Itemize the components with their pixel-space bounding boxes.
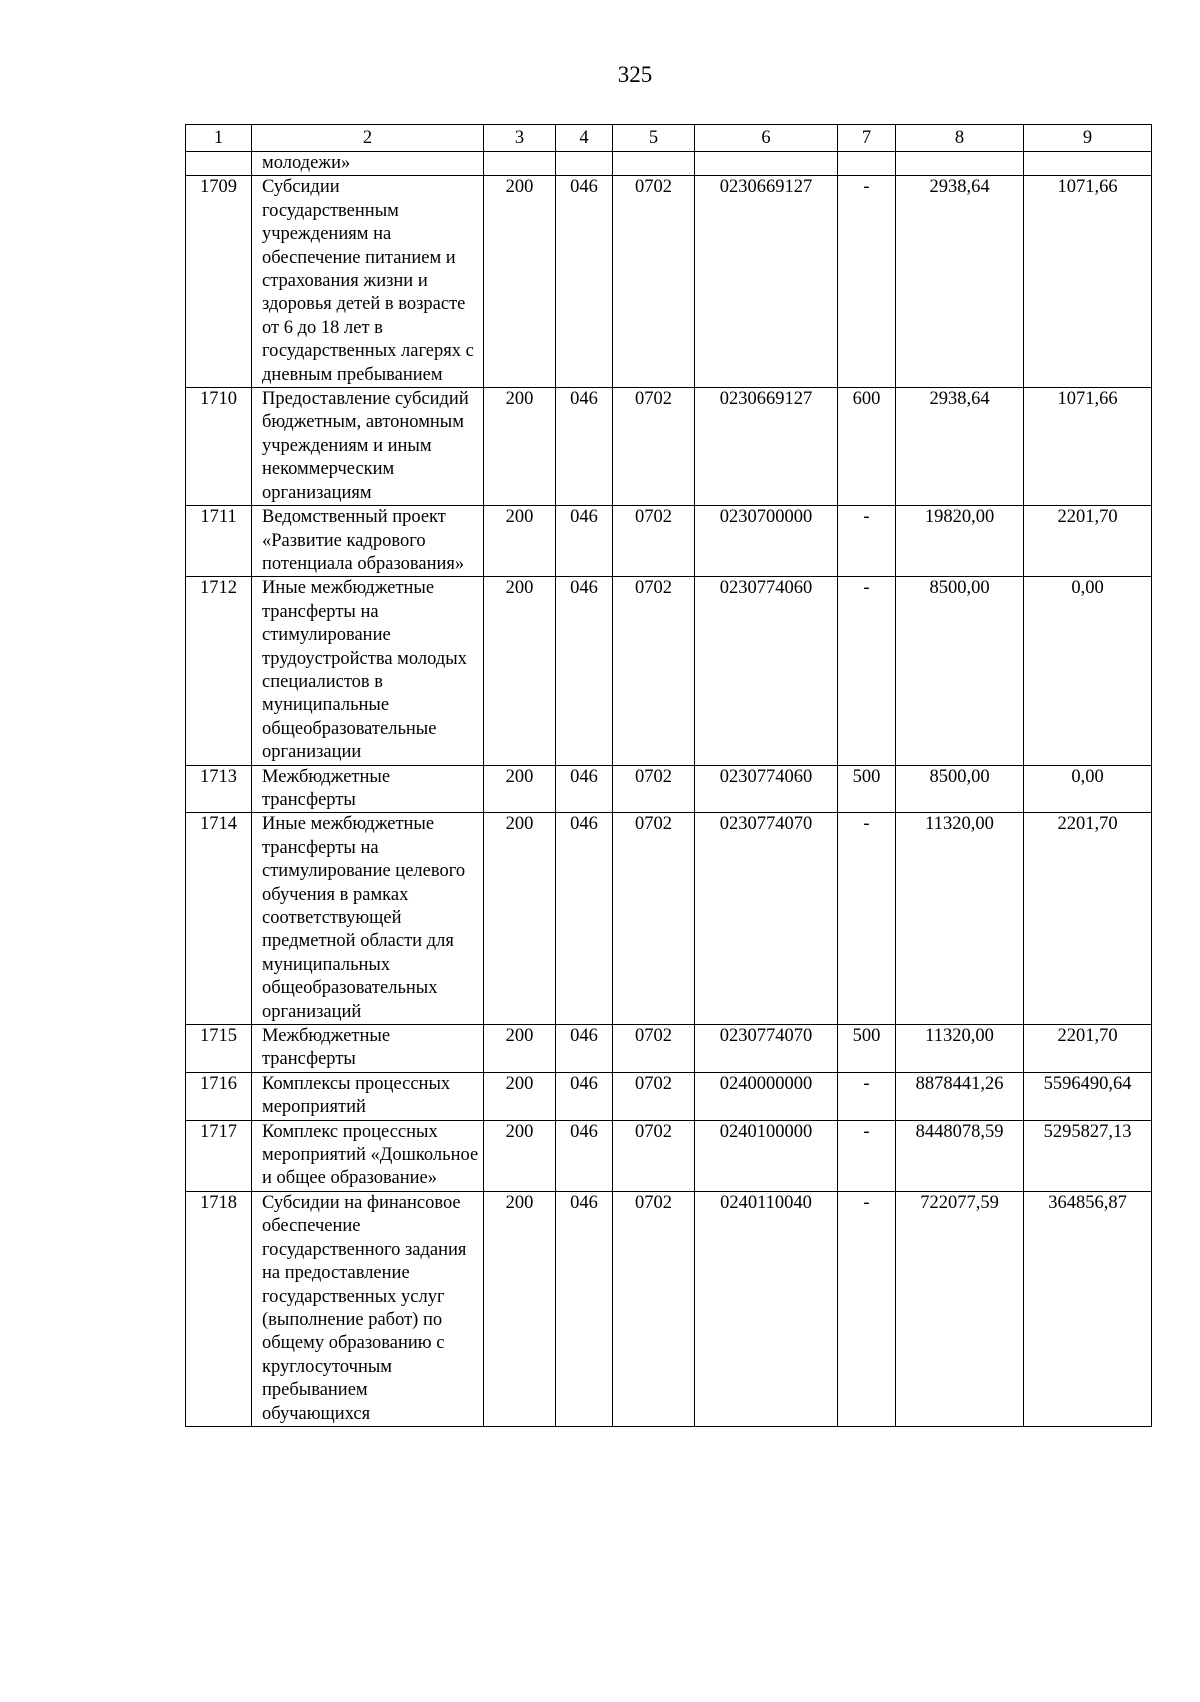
col4-cell: 046 — [556, 765, 613, 813]
col4-cell: 046 — [556, 813, 613, 1025]
col5-cell: 0702 — [613, 765, 695, 813]
col7-cell: - — [838, 1120, 896, 1191]
col7-cell: - — [838, 506, 896, 577]
col5-cell: 0702 — [613, 388, 695, 506]
col6-cell: 0230700000 — [695, 506, 838, 577]
col9-amount-cell: 5295827,13 — [1024, 1120, 1152, 1191]
col7-cell: - — [838, 813, 896, 1025]
header-cell: 7 — [838, 125, 896, 152]
col6-cell: 0230774070 — [695, 813, 838, 1025]
header-row — [186, 125, 1152, 152]
col4-cell: 046 — [556, 176, 613, 388]
table-row — [186, 813, 1152, 1025]
col4-cell: 046 — [556, 1120, 613, 1191]
col6-cell: 0240000000 — [695, 1072, 838, 1120]
col8-amount-cell: 2938,64 — [896, 388, 1024, 506]
col4-cell: 046 — [556, 506, 613, 577]
col4-cell: 046 — [556, 577, 613, 765]
col9-amount-cell: 2201,70 — [1024, 506, 1152, 577]
row-number-cell: 1711 — [186, 506, 252, 577]
col6-cell: 0240110040 — [695, 1191, 838, 1426]
col5-cell: 0702 — [613, 176, 695, 388]
col3-cell: 200 — [484, 577, 556, 765]
header-cell: 6 — [695, 125, 838, 152]
empty-cell — [556, 152, 613, 176]
col3-cell: 200 — [484, 1120, 556, 1191]
row-number-cell: 1710 — [186, 388, 252, 506]
header-cell: 8 — [896, 125, 1024, 152]
col3-cell: 200 — [484, 176, 556, 388]
empty-cell — [484, 152, 556, 176]
empty-cell — [896, 152, 1024, 176]
col3-cell: 200 — [484, 506, 556, 577]
col6-cell: 0230669127 — [695, 176, 838, 388]
col8-amount-cell: 8878441,26 — [896, 1072, 1024, 1120]
col8-amount-cell: 8500,00 — [896, 765, 1024, 813]
col5-cell: 0702 — [613, 1120, 695, 1191]
row-number-cell: 1713 — [186, 765, 252, 813]
row-name-cell: Иные межбюджетные трансферты на стимулирование трудоустройства молодых специалистов в муниципальные общеобразовательные организации — [252, 577, 484, 765]
row-name-cell: Предоставление субсидий бюджетным, автономным учреждениям и иным некоммерческим организациям — [252, 388, 484, 506]
col8-amount-cell: 11320,00 — [896, 813, 1024, 1025]
col7-cell: 500 — [838, 1025, 896, 1073]
table-row — [186, 1025, 1152, 1073]
col6-cell: 0230774060 — [695, 577, 838, 765]
col7-cell: 600 — [838, 388, 896, 506]
row-name-cell: Ведомственный проект «Развитие кадрового потенциала образования» — [252, 506, 484, 577]
col9-amount-cell: 0,00 — [1024, 765, 1152, 813]
col8-amount-cell: 722077,59 — [896, 1191, 1024, 1426]
page-number: 325 — [617, 62, 653, 87]
row-number-cell: 1709 — [186, 176, 252, 388]
table-row — [186, 506, 1152, 577]
row-number-cell: 1712 — [186, 577, 252, 765]
table-row — [186, 1191, 1152, 1426]
col7-cell: - — [838, 176, 896, 388]
table-row — [186, 765, 1152, 813]
row-number-cell: 1716 — [186, 1072, 252, 1120]
empty-cell — [1024, 152, 1152, 176]
col5-cell: 0702 — [613, 1191, 695, 1426]
col9-amount-cell: 0,00 — [1024, 577, 1152, 765]
col5-cell: 0702 — [613, 1072, 695, 1120]
table-body — [186, 152, 1152, 1427]
table-row — [186, 1120, 1152, 1191]
col3-cell: 200 — [484, 1025, 556, 1073]
col4-cell: 046 — [556, 1025, 613, 1073]
row-name-cell: Комплекс процессных мероприятий «Дошкольное и общее образование» — [252, 1120, 484, 1191]
col9-amount-cell: 5596490,64 — [1024, 1072, 1152, 1120]
row-name-cell: Межбюджетные трансферты — [252, 1025, 484, 1073]
row-name-cell: Субсидии государственным учреждениям на обеспечение питанием и страхования жизни и здоровья детей в возрасте от 6 до 18 лет в государственных лагерях с дневным пребыванием — [252, 176, 484, 388]
col5-cell: 0702 — [613, 577, 695, 765]
col4-cell: 046 — [556, 1072, 613, 1120]
col8-amount-cell: 8448078,59 — [896, 1120, 1024, 1191]
col5-cell: 0702 — [613, 506, 695, 577]
row-number-cell: 1715 — [186, 1025, 252, 1073]
col8-amount-cell: 8500,00 — [896, 577, 1024, 765]
col7-cell: - — [838, 1191, 896, 1426]
col9-amount-cell: 1071,66 — [1024, 176, 1152, 388]
col9-amount-cell: 1071,66 — [1024, 388, 1152, 506]
empty-cell — [695, 152, 838, 176]
header-cell: 5 — [613, 125, 695, 152]
col6-cell: 0230774070 — [695, 1025, 838, 1073]
row-name-cell: Комплексы процессных мероприятий — [252, 1072, 484, 1120]
table-row — [186, 577, 1152, 765]
header-cell: 9 — [1024, 125, 1152, 152]
col9-amount-cell: 2201,70 — [1024, 813, 1152, 1025]
col3-cell: 200 — [484, 813, 556, 1025]
table-row — [186, 388, 1152, 506]
header-cell: 2 — [252, 125, 484, 152]
col9-amount-cell: 2201,70 — [1024, 1025, 1152, 1073]
col4-cell: 046 — [556, 1191, 613, 1426]
row-name-cell: Субсидии на финансовое обеспечение государственного задания на предоставление государственных услуг (выполнение работ) по общему образованию с круглосуточным пребыванием обучающихся — [252, 1191, 484, 1426]
row-number-cell — [186, 152, 252, 176]
header-cell: 1 — [186, 125, 252, 152]
empty-cell — [838, 152, 896, 176]
row-number-cell: 1714 — [186, 813, 252, 1025]
col8-amount-cell: 11320,00 — [896, 1025, 1024, 1073]
row-number-cell: 1718 — [186, 1191, 252, 1426]
col3-cell: 200 — [484, 388, 556, 506]
col4-cell: 046 — [556, 388, 613, 506]
header-cell: 3 — [484, 125, 556, 152]
col7-cell: - — [838, 1072, 896, 1120]
col6-cell: 0240100000 — [695, 1120, 838, 1191]
table-row — [186, 1072, 1152, 1120]
col7-cell: 500 — [838, 765, 896, 813]
col5-cell: 0702 — [613, 813, 695, 1025]
col6-cell: 0230669127 — [695, 388, 838, 506]
col3-cell: 200 — [484, 1191, 556, 1426]
col5-cell: 0702 — [613, 1025, 695, 1073]
row-name-cell: молодежи» — [252, 152, 484, 176]
row-number-cell: 1717 — [186, 1120, 252, 1191]
col8-amount-cell: 19820,00 — [896, 506, 1024, 577]
table-row — [186, 176, 1152, 388]
header-cell: 4 — [556, 125, 613, 152]
budget-table — [185, 124, 1152, 1427]
row-name-cell: Иные межбюджетные трансферты на стимулирование целевого обучения в рамках соответствующей предметной области для муниципальных общеобразовательных организаций — [252, 813, 484, 1025]
col3-cell: 200 — [484, 1072, 556, 1120]
empty-cell — [613, 152, 695, 176]
col7-cell: - — [838, 577, 896, 765]
col6-cell: 0230774060 — [695, 765, 838, 813]
col8-amount-cell: 2938,64 — [896, 176, 1024, 388]
col3-cell: 200 — [484, 765, 556, 813]
col9-amount-cell: 364856,87 — [1024, 1191, 1152, 1426]
continuation-row — [186, 152, 1152, 176]
row-name-cell: Межбюджетные трансферты — [252, 765, 484, 813]
